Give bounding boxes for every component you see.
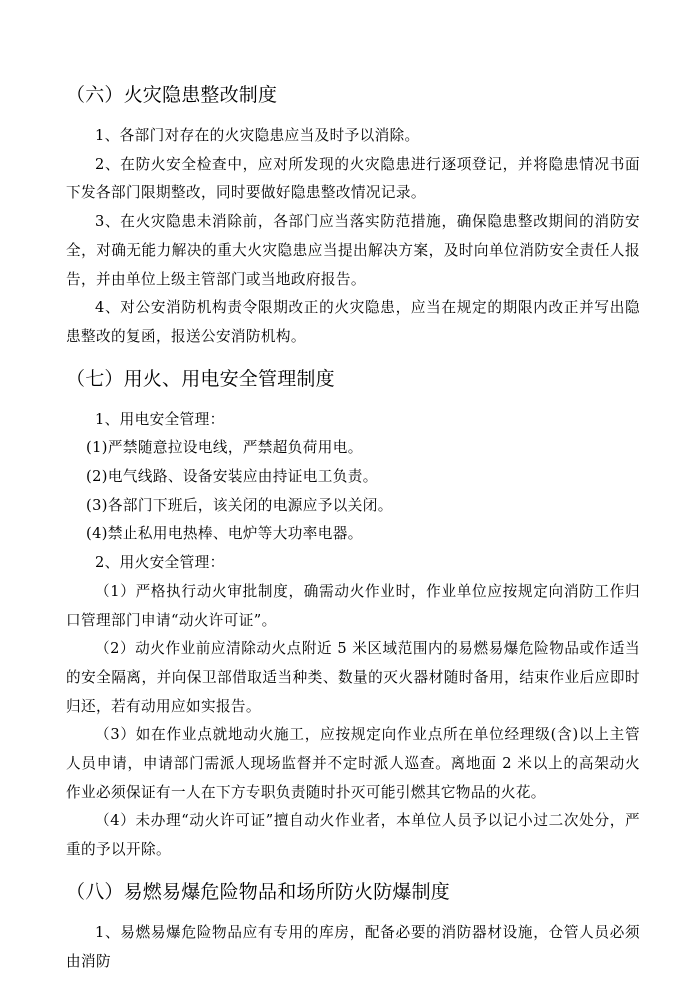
section-title: （八）易燃易爆危险物品和场所防火防爆制度	[66, 880, 451, 903]
paragraph: 1、各部门对存在的火灾隐患应当及时予以消除。	[95, 127, 420, 144]
paragraph: 2、在防火安全检查中，应对所发现的火灾隐患进行逐项登记，并将隐患情况书面下发各部门限期整改，同时要做好隐患整改情况记录。	[66, 155, 640, 202]
section-title: （六）火灾隐患整改制度	[66, 84, 278, 106]
list-item: (3)各部门下班后，该关闭的电源应予以关闭。	[86, 496, 393, 514]
section-title: （七）用火、用电安全管理制度	[66, 367, 335, 390]
paragraph: （2）动火作业前应清除动火点附近 5 米区域范围内的易燃易爆危险物品或作适当的安全隔离，并向保卫部借取适当种类、数量的灭火器材随时备用，结束作业后应即时归还，若有动用应如实报告。	[66, 640, 640, 715]
list-item: (4)禁止私用电热棒、电炉等大功率电器。	[86, 525, 363, 543]
section-fire-electricity-safety	[66, 364, 640, 865]
section-fire-hazard-rectification	[66, 80, 640, 352]
paragraph: 3、在火灾隐患未消除前，各部门应当落实防范措施，确保隐患整改期间的消防安全，对确无能力解决的重大火灾隐患应当提出解决方案，及时向单位消防安全责任人报告，并由单位上级主管部门或当地政府报告。	[66, 213, 640, 288]
paragraph: （3）如在作业点就地动火施工，应按规定向作业点所在单位经理级(含)以上主管人员申请，申请部门需派人现场监督并不定时派人巡查。离地面 2 米以上的高架动火作业必须保证有一人在下方专职负责随时扑灭可能引燃其它物品的火花。	[66, 726, 640, 801]
section-flammable-explosive-prevention	[66, 877, 640, 976]
list-item: (1)严禁随意拉设电线，严禁超负荷用电。	[86, 439, 363, 457]
paragraph: 2、用火安全管理：	[95, 554, 225, 572]
paragraph: （4）未办理“动火许可证”擅自动火作业者，本单位人员予以记小过二次处分，严重的予以开除。	[66, 812, 640, 859]
paragraph: 4、对公安消防机构责令限期改正的火灾隐患，应当在规定的期限内改正并写出隐患整改的复函，报送公安消防机构。	[66, 299, 640, 345]
paragraph: 1、用电安全管理：	[95, 410, 225, 428]
list-item: (2)电气线路、设备安装应由持证电工负责。	[86, 468, 378, 486]
paragraph: （1）严格执行动火审批制度，确需动火作业时，作业单位应按规定向消防工作归口管理部门申请“动火许可证”。	[66, 582, 640, 629]
paragraph: 1、易燃易爆危险物品应有专用的库房，配备必要的消防器材设施，仓管人员必须由消防	[66, 923, 640, 970]
